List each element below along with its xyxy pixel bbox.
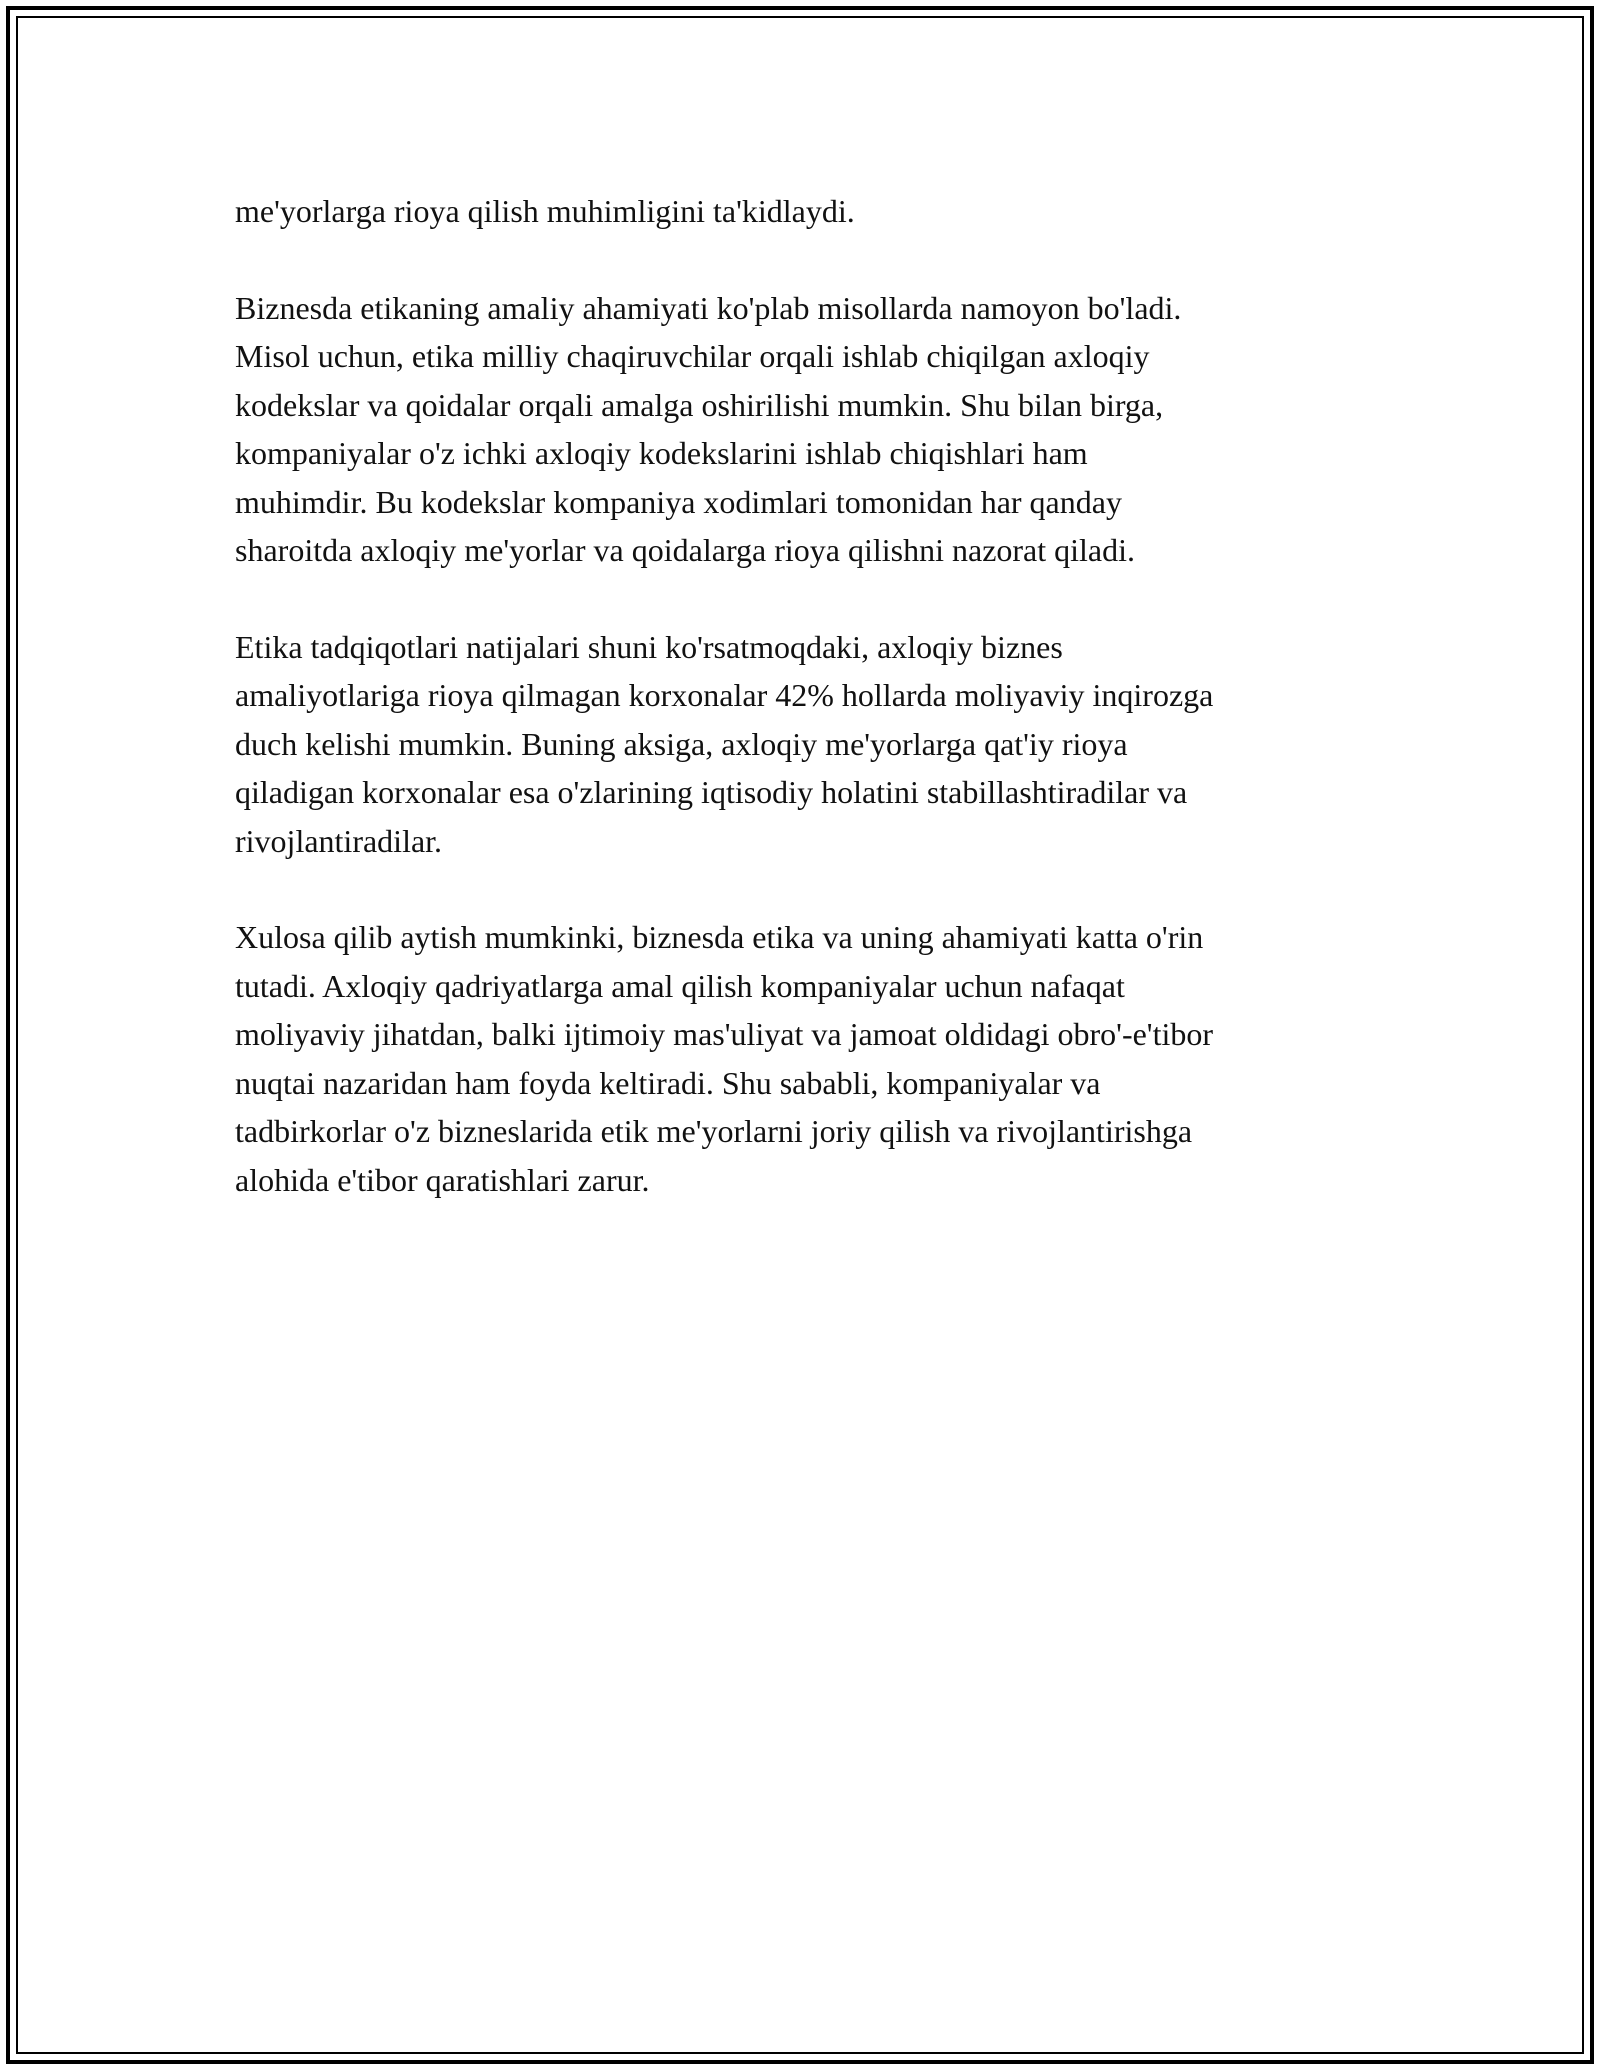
- paragraph-4: Xulosa qilib aytish mumkinki, biznesda etika va uning ahamiyati katta o'rin tutadi. Axloqiy qadriyatlarga amal qilish kompaniyalar uchun nafaqat moliyaviy jihatdan, balki ijtimoiy mas'uliyat va jamoat oldidagi obro'-e'tibor nuqtai nazaridan ham foyda keltiradi. Shu sababli, kompaniyalar va tadbirkorlar o'z bizneslarida etik me'yorlarni joriy qilish va rivojlantirishga alohida e'tibor qaratishlari zarur.: [235, 919, 1213, 1198]
- document-body: [235, 187, 1365, 1252]
- paragraph-3: Etika tadqiqotlari natijalari shuni ko'rsatmoqdaki, axloqiy biznes amaliyotlariga rioya qilmagan korxonalar 42% hollarda moliyaviy inqirozga duch kelishi mumkin. Buning aksiga, axloqiy me'yorlarga qat'iy rioya qiladigan korxonalar esa o'zlarining iqtisodiy holatini stabillashtiradilar va rivojlantiradilar.: [235, 628, 1214, 859]
- paragraph-2: Biznesda etikaning amaliy ahamiyati ko'plab misollarda namoyon bo'ladi. Misol uchun, etika milliy chaqiruvchilar orqali ishlab chiqilgan axloqiy kodekslar va qoidalar orqali amalga oshirilishi mumkin. Shu bilan birga, kompaniyalar o'z ichki axloqiy kodekslarini ishlab chiqishlari ham muhimdir. Bu kodekslar kompaniya xodimlari tomonidan har qanday sharoitda axloqiy me'yorlar va qoidalarga rioya qilishni nazorat qiladi.: [235, 289, 1182, 568]
- paragraph-1: me'yorlarga rioya qilish muhimligini ta'kidlaydi.: [235, 193, 855, 229]
